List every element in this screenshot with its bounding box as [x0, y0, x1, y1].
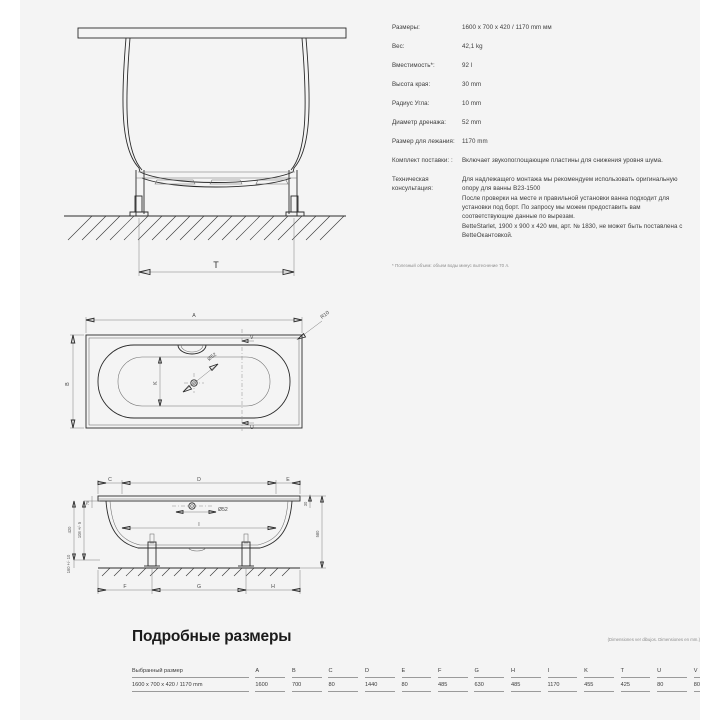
spec-value-line: BetteStarlet, 1900 x 900 x 420 мм, арт. № 1830, не может быть поставлена с BetteОкантовкой.	[462, 222, 683, 239]
dim-label-E: E	[286, 477, 290, 483]
spec-value	[462, 81, 692, 90]
spec-row	[392, 119, 692, 128]
table-gap	[541, 668, 548, 678]
dim-label-drain-side: Ø52	[218, 507, 228, 513]
table-gap	[468, 668, 475, 678]
table-gap	[358, 668, 365, 678]
spec-value-line: 1600 x 700 x 420 / 1170 mm мм	[462, 24, 552, 31]
spec-value	[462, 119, 692, 128]
table-header-cell: K	[584, 668, 614, 678]
table-cell: 80	[328, 678, 358, 692]
dim-label-30: 30	[303, 501, 308, 507]
drawing-plan-view	[60, 307, 400, 462]
table-header-cell: D	[365, 668, 395, 678]
table-cell: 1170	[548, 678, 578, 692]
dim-label-B: B	[65, 382, 71, 386]
dimensions-table	[132, 668, 700, 692]
specifications-footnote: * Полезный объем: объем воды минус вытеснение 70 л.	[392, 262, 510, 268]
dim-label-108: 108 +/- 5	[77, 521, 82, 539]
spec-value	[462, 138, 692, 147]
dim-label-K: K	[153, 381, 159, 385]
table-row	[132, 678, 700, 692]
spec-label: Высота края:	[392, 80, 431, 88]
table-gap	[249, 668, 256, 678]
spec-row	[392, 62, 692, 71]
spec-value	[462, 24, 692, 33]
table-header-cell: I	[548, 668, 578, 678]
spec-value-line: 10 mm	[462, 99, 482, 107]
table-cell: 80	[402, 678, 432, 692]
spec-row	[392, 138, 692, 147]
spec-label: Комплект поставки: :	[392, 156, 453, 164]
dim-label-V: V	[250, 335, 254, 341]
spec-label: Вес:	[392, 42, 405, 50]
table-header-cell: B	[292, 668, 322, 678]
spec-value	[462, 43, 692, 52]
dim-label-75: 75	[85, 500, 90, 506]
spec-label: Вместимость*:	[392, 61, 435, 69]
table-header-cell: E	[402, 668, 432, 678]
table-gap	[285, 668, 292, 678]
spec-row	[392, 81, 692, 90]
table-gap	[614, 668, 621, 678]
dim-label-F: F	[123, 584, 127, 590]
table-cell: 700	[292, 678, 322, 692]
drawing-side-elevation	[60, 468, 400, 603]
spec-row	[392, 100, 692, 109]
table-gap	[358, 678, 365, 692]
spec-value-line: 30 mm	[462, 80, 482, 88]
table-cell: 485	[438, 678, 468, 692]
table-gap	[322, 678, 329, 692]
table-gap	[395, 668, 402, 678]
spec-value-line: 92 l	[462, 61, 473, 69]
table-gap	[468, 678, 475, 692]
spec-label: Техническая консультация:	[392, 175, 433, 192]
table-cell: 630	[474, 678, 504, 692]
table-cell: 80	[657, 678, 687, 692]
dim-label-G: G	[196, 584, 202, 590]
table-header-cell: G	[474, 668, 504, 678]
table-cell: 1440	[365, 678, 395, 692]
dim-label-drain-plan: Ø52	[206, 351, 218, 363]
table-header-cell: C	[328, 668, 358, 678]
drawing-cross-section	[60, 0, 400, 305]
detailed-dimensions-section	[132, 628, 700, 692]
spec-value-line: Для надлежащего монтажа мы рекомендуем использовать оригинальную опору для ванны B23-1500	[462, 175, 678, 192]
table-gap	[249, 678, 256, 692]
spec-value-line: 52 mm	[462, 118, 482, 126]
detailed-dimensions-note: (Dimensiones ver dibujos. Dimensiones en mm.)	[607, 637, 700, 642]
spec-value-line: 42,1 kg	[462, 42, 483, 50]
spec-value-line: После проверки на месте и правильной установки ванна подходит для установки под борт. По запросу мы можем предоставить вам соответствующие данные по вырезам.	[462, 194, 670, 220]
spec-value	[462, 176, 692, 241]
spec-value-line: Включает звукопоглощающие пластины для снижения уровня шума.	[462, 156, 663, 164]
table-header-cell: H	[511, 668, 541, 678]
spec-value	[462, 157, 692, 166]
dim-label-D: D	[197, 477, 201, 483]
dim-label-R10: R10	[319, 309, 331, 321]
table-cell: 1600	[255, 678, 285, 692]
dim-label-160: 160 +/- 10	[66, 554, 71, 574]
dim-label-C: C	[108, 477, 112, 483]
table-header-cell: Выбранный размер	[132, 668, 249, 678]
table-gap	[687, 668, 694, 678]
spec-value	[462, 62, 692, 71]
dim-label-A: A	[192, 313, 196, 319]
dim-label-H: H	[271, 584, 275, 590]
spec-label: Размер для лежания:	[392, 137, 455, 145]
table-gap	[431, 668, 438, 678]
spec-row	[392, 157, 692, 166]
spec-row	[392, 176, 692, 241]
table-header-cell: V	[694, 668, 700, 678]
table-gap	[687, 678, 694, 692]
technical-drawings	[60, 0, 400, 620]
table-gap	[650, 678, 657, 692]
table-gap	[395, 678, 402, 692]
table-gap	[504, 668, 511, 678]
table-cell: 80	[694, 678, 700, 692]
table-cell: 425	[621, 678, 651, 692]
table-cell: 455	[584, 678, 614, 692]
table-gap	[541, 678, 548, 692]
dim-label-U: U	[250, 425, 254, 431]
detailed-dimensions-title: Подробные размеры	[132, 628, 292, 645]
datasheet-page	[20, 0, 700, 720]
spec-label: Радиус Угла:	[392, 99, 430, 107]
table-gap	[504, 678, 511, 692]
table-gap	[650, 668, 657, 678]
table-header-row	[132, 668, 700, 678]
spec-row	[392, 24, 692, 33]
spec-label: Размеры:	[392, 24, 420, 31]
spec-row	[392, 43, 692, 52]
table-header-cell: T	[621, 668, 651, 678]
table-gap	[577, 678, 584, 692]
table-gap	[322, 668, 329, 678]
dim-label-580: 580	[315, 530, 320, 538]
spec-value-line: 1170 mm	[462, 137, 488, 145]
spec-value	[462, 100, 692, 109]
dim-label-I: I	[198, 522, 200, 528]
spec-label: Диаметр дренажа:	[392, 118, 447, 126]
dim-label-T: T	[213, 260, 219, 270]
table-gap	[285, 678, 292, 692]
table-header-cell: F	[438, 668, 468, 678]
table-cell: 485	[511, 678, 541, 692]
table-header-cell: A	[255, 668, 285, 678]
table-header-cell: U	[657, 668, 687, 678]
dim-label-420: 420	[67, 526, 72, 534]
table-gap	[431, 678, 438, 692]
table-gap	[577, 668, 584, 678]
specifications-list	[392, 24, 692, 268]
table-gap	[614, 678, 621, 692]
table-cell: 1600 x 700 x 420 / 1170 mm	[132, 678, 249, 692]
